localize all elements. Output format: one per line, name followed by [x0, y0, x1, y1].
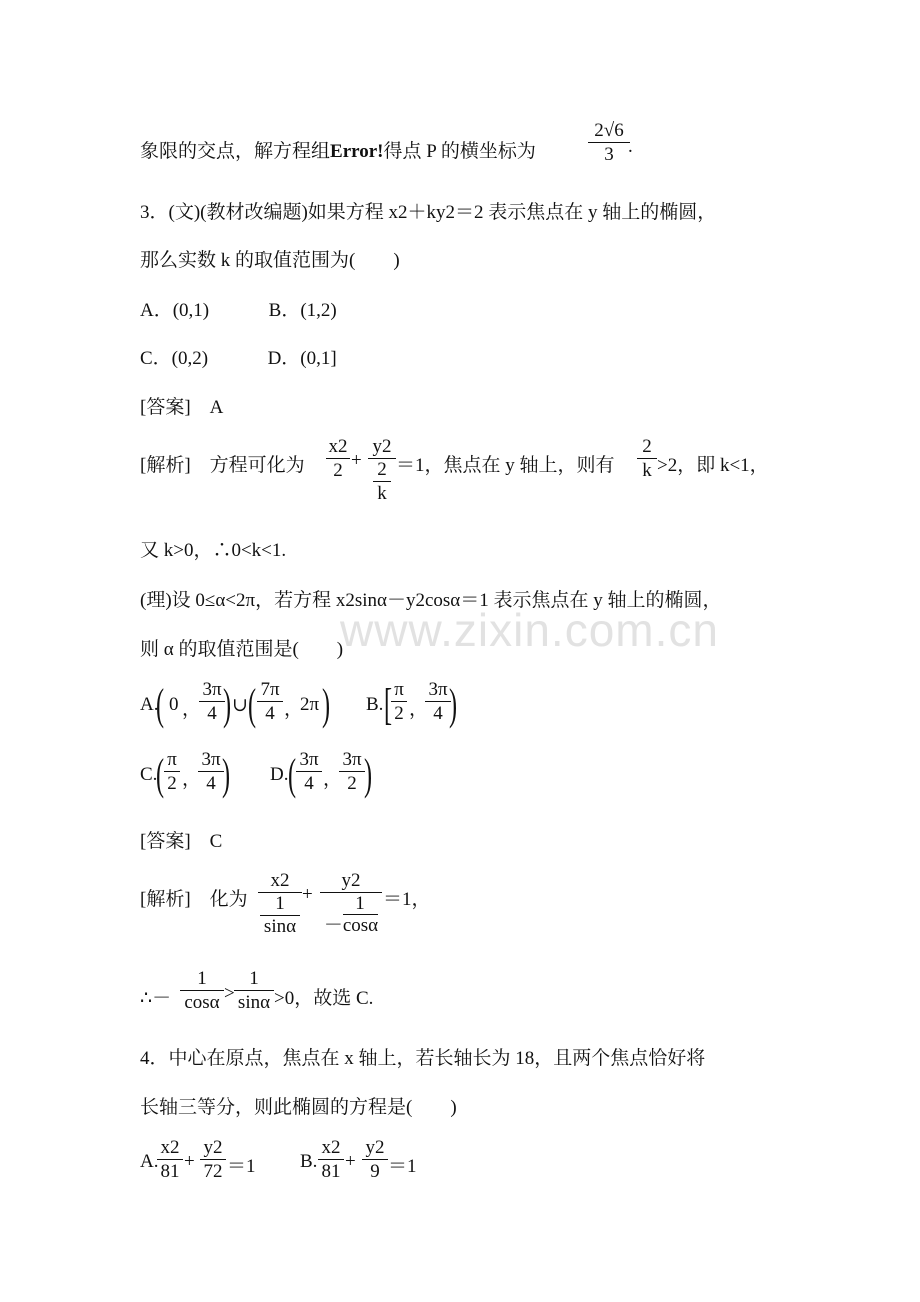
fraction-y2-over-9: [362, 1137, 388, 1184]
question-3-stem-2: 那么实数 k 的取值范围为( ): [140, 250, 400, 271]
text: ，: [409, 699, 429, 720]
text: >2，即 k<1，: [657, 455, 769, 476]
text: ，: [182, 699, 202, 720]
plus-sign: +: [345, 1151, 356, 1172]
fraction-2-over-k: [637, 436, 657, 483]
line-intersection: [140, 136, 536, 163]
option-c: C．(0,2): [140, 348, 209, 369]
fraction-numerator: y2: [368, 436, 396, 459]
nested-numerator: 1: [275, 893, 285, 914]
text: 象限的交点，解方程组: [140, 141, 331, 162]
fraction-3pi-over-4: [425, 679, 451, 726]
fraction-numerator: 3π: [198, 749, 224, 772]
answer-3: [答案] A: [140, 397, 224, 418]
question-4-stem-2: 长轴三等分，则此椭圆的方程是( ): [140, 1097, 457, 1118]
answer-3-li: [答案] C: [140, 831, 223, 852]
left-bracket: [: [384, 680, 393, 729]
fraction-x2-over-81: [157, 1137, 183, 1184]
q3-options-ab: [140, 295, 337, 322]
fraction-pi-over-2: [164, 749, 180, 796]
fraction-y2-over-2k: [368, 436, 396, 506]
fraction-denominator: 4: [207, 703, 217, 724]
text: 0: [169, 694, 179, 715]
plus-sign: +: [351, 450, 362, 471]
period: .: [628, 136, 633, 157]
fraction-numerator: y2: [362, 1137, 388, 1160]
left-paren: (: [288, 750, 297, 799]
fraction-x2-over-81: [318, 1137, 344, 1184]
fraction-numerator: 2√6: [588, 120, 630, 143]
fraction-denominator: 72: [203, 1161, 223, 1182]
fraction-1-over-cos: [180, 968, 224, 1015]
option-a-label: A.: [140, 694, 159, 715]
text: ＝1，: [383, 889, 431, 910]
question-4-stem: 4．中心在原点，焦点在 x 轴上，若长轴长为 18，且两个焦点恰好将: [140, 1048, 706, 1069]
option-a: A．(0,1): [140, 300, 210, 321]
fraction-denominator: 9: [370, 1161, 380, 1182]
therefore-minus: ∴－: [140, 988, 172, 1009]
fraction-numerator: x2: [318, 1137, 344, 1160]
fraction-pi-over-2: [391, 679, 407, 726]
plus-sign: +: [302, 884, 313, 905]
question-3-li-stem-2: 则 α 的取值范围是( ): [140, 639, 344, 660]
fraction-7pi-over-4: [257, 679, 283, 726]
greater-than: >: [224, 983, 235, 1004]
fraction-3pi-over-4: [199, 679, 225, 726]
fraction-numerator: 3π: [425, 679, 451, 702]
fraction-numerator: x2: [326, 436, 350, 459]
text: 得点 P 的横坐标为: [383, 141, 536, 162]
text: ，: [284, 699, 304, 720]
fraction-denominator: 4: [206, 773, 216, 794]
fraction-numerator: 7π: [257, 679, 283, 702]
nested-denominator-value: cosα: [342, 915, 379, 936]
fraction-denominator: 4: [433, 703, 443, 724]
right-paren: ): [322, 680, 331, 729]
q3-conclusion: 又 k>0，∴0<k<1.: [140, 540, 287, 561]
right-paren: ): [222, 750, 231, 799]
fraction-2sqrt6-over-3: [588, 120, 630, 167]
question-3-li-stem: (理)设 0≤α<2π，若方程 x2sinα－y2cosα＝1 表示焦点在 y 轴上的椭圆，: [140, 590, 722, 611]
fraction-denominator: 3: [604, 144, 614, 165]
error-text: Error!: [330, 141, 384, 162]
option-c-label: C.: [140, 764, 158, 785]
fraction-numerator: 2: [637, 436, 657, 459]
nested-denominator: [320, 915, 382, 937]
option-b-label: B.: [366, 694, 384, 715]
fraction-y2-over-72: [200, 1137, 226, 1184]
left-paren: (: [156, 680, 165, 729]
fraction-3pi-over-2: [339, 749, 365, 796]
right-paren: ): [449, 680, 458, 729]
plus-sign: +: [184, 1151, 195, 1172]
fraction-numerator: π: [164, 749, 180, 772]
fraction-numerator: x2: [157, 1137, 183, 1160]
fraction-numerator: 1: [180, 968, 224, 991]
nested-denominator: k: [377, 483, 387, 504]
fraction-3pi-over-4: [296, 749, 322, 796]
fraction-denominator: 81: [321, 1161, 341, 1182]
fraction-denominator: 2: [347, 773, 357, 794]
nested-numerator: [320, 893, 382, 915]
fraction-denominator: 4: [304, 773, 314, 794]
text: ＝1: [388, 1156, 417, 1177]
watermark: www.zixin.com.cn: [340, 604, 719, 656]
fraction-numerator: y2: [320, 870, 382, 893]
option-b-label: B.: [300, 1151, 318, 1172]
fraction-1-over-sin: [234, 968, 274, 1015]
left-paren: (: [248, 680, 257, 729]
option-b: B．(1,2): [268, 300, 337, 321]
union-symbol: ∪: [232, 695, 248, 716]
question-3-stem: 3．(文)(教材改编题)如果方程 x2＋ky2＝2 表示焦点在 y 轴上的椭圆，: [140, 202, 717, 223]
fraction-denominator: 2: [167, 773, 177, 794]
fraction-numerator: 3π: [199, 679, 225, 702]
fraction-x2-over-1-sin: [258, 870, 302, 938]
minus-sign: －: [323, 915, 343, 936]
text: ，: [323, 769, 343, 790]
text: ＝1: [227, 1156, 256, 1177]
analysis-label: [解析] 方程可化为: [140, 455, 305, 476]
fraction-denominator: 2: [333, 460, 343, 481]
nested-numerator: 2: [373, 459, 391, 482]
fraction-denominator: k: [642, 460, 652, 481]
fraction-numerator: π: [391, 679, 407, 702]
right-paren: ): [223, 680, 232, 729]
nested-denominator: sinα: [260, 915, 300, 938]
text: 2π: [300, 694, 320, 715]
text: >0，故选 C.: [274, 988, 374, 1009]
fraction-numerator: 3π: [296, 749, 322, 772]
right-paren: ): [364, 750, 373, 799]
fraction-x2-over-2: [326, 436, 350, 483]
text: ＝1，焦点在 y 轴上，则有: [396, 455, 615, 476]
text: ，: [182, 769, 202, 790]
analysis-label: [解析] 化为: [140, 889, 248, 910]
fraction-numerator: 3π: [339, 749, 365, 772]
fraction-denominator: sinα: [237, 992, 271, 1013]
option-a-label: A.: [140, 1151, 159, 1172]
option-d-label: D.: [270, 764, 289, 785]
fraction-denominator: cosα: [184, 992, 220, 1013]
option-d: D．(0,1]: [267, 348, 337, 369]
fraction-numerator: x2: [258, 870, 302, 893]
fraction-denominator: 2: [394, 703, 404, 724]
fraction-denominator: 81: [160, 1161, 180, 1182]
nested-numerator-value: 1: [355, 893, 365, 914]
left-paren: (: [156, 750, 165, 799]
fraction-numerator: y2: [200, 1137, 226, 1160]
q3-options-cd: [140, 343, 337, 370]
fraction-denominator: 4: [265, 703, 275, 724]
fraction-3pi-over-4: [198, 749, 224, 796]
fraction-numerator: 1: [234, 968, 274, 991]
fraction-y2-over-minus-1-cos: [320, 870, 382, 937]
